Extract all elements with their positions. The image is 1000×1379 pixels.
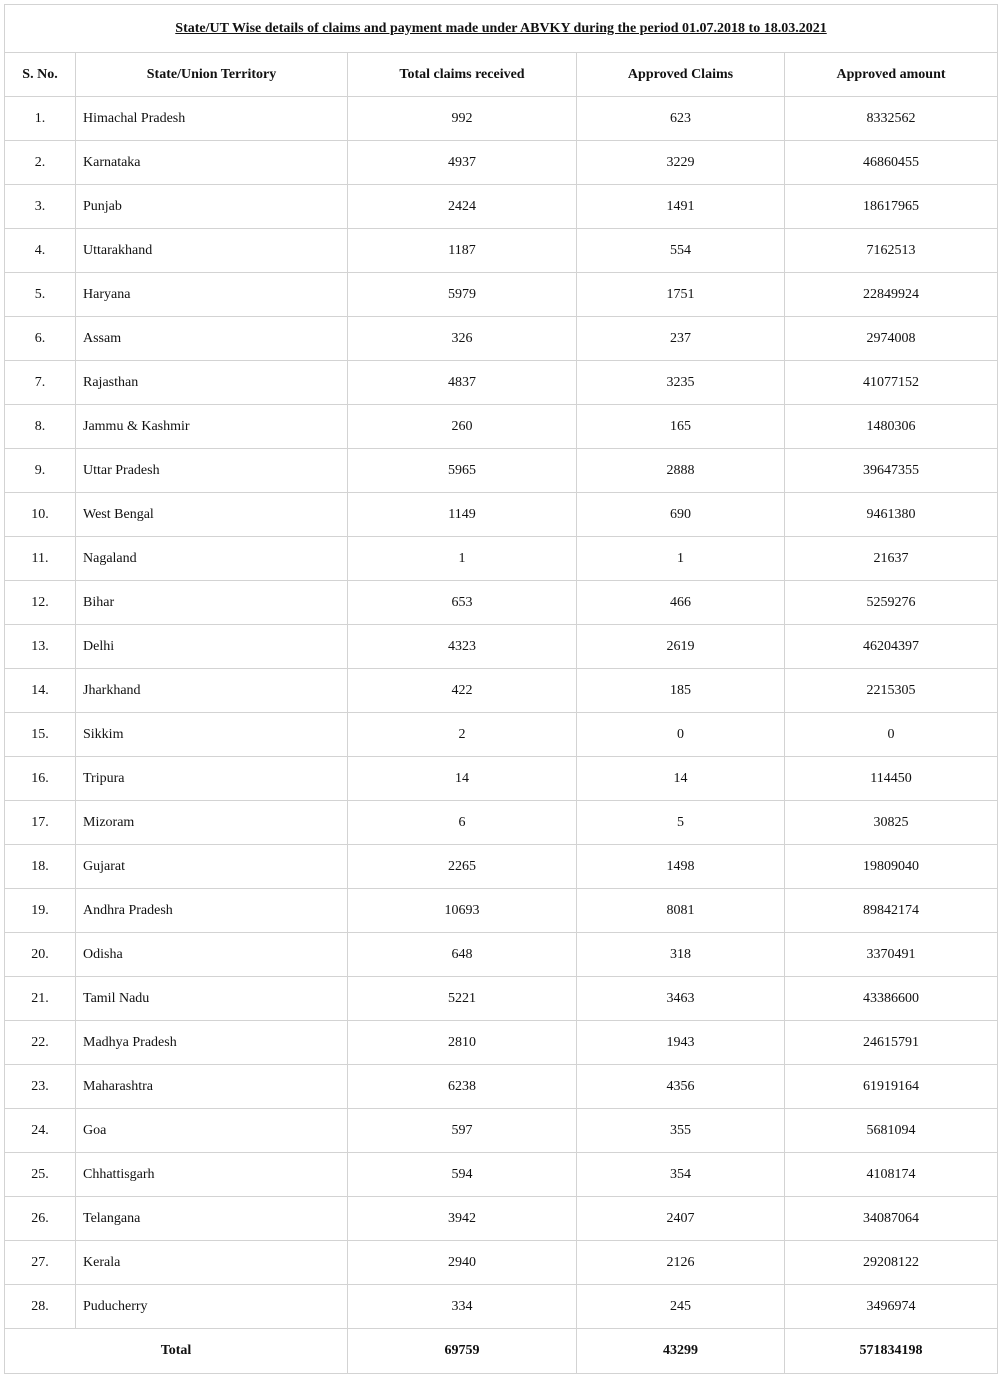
cell-approved-amount: 61919164 — [785, 1065, 998, 1109]
cell-approved-claims: 4356 — [577, 1065, 785, 1109]
cell-total-claims: 4323 — [348, 625, 577, 669]
cell-approved-amount: 43386600 — [785, 977, 998, 1021]
table-row — [5, 845, 998, 889]
cell-sno: 18. — [5, 845, 76, 889]
cell-approved-claims: 3235 — [577, 361, 785, 405]
cell-sno: 19. — [5, 889, 76, 933]
header-sno: S. No. — [5, 53, 76, 97]
cell-approved-amount: 89842174 — [785, 889, 998, 933]
cell-total-claims: 10693 — [348, 889, 577, 933]
cell-approved-amount: 5681094 — [785, 1109, 998, 1153]
table-row — [5, 537, 998, 581]
cell-sno: 27. — [5, 1241, 76, 1285]
table-row — [5, 317, 998, 361]
cell-approved-claims: 318 — [577, 933, 785, 977]
cell-approved-claims: 2888 — [577, 449, 785, 493]
cell-total-claims: 2424 — [348, 185, 577, 229]
cell-approved-amount: 34087064 — [785, 1197, 998, 1241]
cell-approved-amount: 46860455 — [785, 141, 998, 185]
cell-state: Punjab — [76, 185, 348, 229]
cell-approved-amount: 19809040 — [785, 845, 998, 889]
table-row — [5, 1197, 998, 1241]
table-row — [5, 933, 998, 977]
cell-approved-claims: 14 — [577, 757, 785, 801]
cell-state: Tripura — [76, 757, 348, 801]
table-row — [5, 1065, 998, 1109]
cell-total-claims: 653 — [348, 581, 577, 625]
cell-state: Gujarat — [76, 845, 348, 889]
table-row — [5, 1153, 998, 1197]
table-row — [5, 361, 998, 405]
header-approved-amount: Approved amount — [785, 53, 998, 97]
cell-total-claims: 2265 — [348, 845, 577, 889]
title-row — [5, 5, 998, 53]
cell-state: Madhya Pradesh — [76, 1021, 348, 1065]
table-row — [5, 1285, 998, 1329]
cell-state: Jammu & Kashmir — [76, 405, 348, 449]
cell-state: Odisha — [76, 933, 348, 977]
cell-total-claims: 4837 — [348, 361, 577, 405]
cell-state: Puducherry — [76, 1285, 348, 1329]
table-row — [5, 713, 998, 757]
table-row — [5, 801, 998, 845]
cell-approved-amount: 0 — [785, 713, 998, 757]
cell-state: Uttar Pradesh — [76, 449, 348, 493]
cell-approved-claims: 245 — [577, 1285, 785, 1329]
cell-approved-amount: 18617965 — [785, 185, 998, 229]
table-row — [5, 669, 998, 713]
cell-approved-amount: 29208122 — [785, 1241, 998, 1285]
cell-sno: 4. — [5, 229, 76, 273]
cell-sno: 5. — [5, 273, 76, 317]
cell-approved-amount: 114450 — [785, 757, 998, 801]
cell-sno: 17. — [5, 801, 76, 845]
cell-approved-claims: 623 — [577, 97, 785, 141]
document — [4, 4, 997, 1374]
cell-sno: 3. — [5, 185, 76, 229]
cell-state: Karnataka — [76, 141, 348, 185]
cell-sno: 11. — [5, 537, 76, 581]
cell-sno: 24. — [5, 1109, 76, 1153]
cell-approved-claims: 3463 — [577, 977, 785, 1021]
cell-sno: 8. — [5, 405, 76, 449]
cell-approved-amount: 5259276 — [785, 581, 998, 625]
cell-approved-claims: 237 — [577, 317, 785, 361]
cell-approved-claims: 0 — [577, 713, 785, 757]
cell-state: Goa — [76, 1109, 348, 1153]
cell-approved-claims: 8081 — [577, 889, 785, 933]
cell-total-claims: 594 — [348, 1153, 577, 1197]
cell-approved-amount: 24615791 — [785, 1021, 998, 1065]
cell-approved-claims: 2619 — [577, 625, 785, 669]
cell-approved-amount: 8332562 — [785, 97, 998, 141]
cell-total-claims: 6238 — [348, 1065, 577, 1109]
cell-sno: 16. — [5, 757, 76, 801]
table-row — [5, 1109, 998, 1153]
cell-state: Haryana — [76, 273, 348, 317]
cell-approved-claims: 690 — [577, 493, 785, 537]
header-approved-claims: Approved Claims — [577, 53, 785, 97]
cell-total-claims: 1187 — [348, 229, 577, 273]
cell-approved-amount: 3496974 — [785, 1285, 998, 1329]
cell-approved-amount: 9461380 — [785, 493, 998, 537]
cell-state: Nagaland — [76, 537, 348, 581]
cell-approved-claims: 1491 — [577, 185, 785, 229]
cell-state: Telangana — [76, 1197, 348, 1241]
cell-state: Assam — [76, 317, 348, 361]
table-row — [5, 581, 998, 625]
cell-state: Kerala — [76, 1241, 348, 1285]
cell-state: Jharkhand — [76, 669, 348, 713]
cell-total-claims: 648 — [348, 933, 577, 977]
cell-sno: 23. — [5, 1065, 76, 1109]
cell-approved-amount: 2215305 — [785, 669, 998, 713]
approved-claims-sum: 43299 — [577, 1329, 785, 1374]
cell-total-claims: 5965 — [348, 449, 577, 493]
table-row — [5, 141, 998, 185]
cell-approved-claims: 1751 — [577, 273, 785, 317]
table-body — [5, 97, 998, 1329]
cell-total-claims: 5979 — [348, 273, 577, 317]
cell-total-claims: 422 — [348, 669, 577, 713]
claims-table — [4, 4, 998, 1374]
cell-approved-amount: 39647355 — [785, 449, 998, 493]
cell-approved-claims: 554 — [577, 229, 785, 273]
cell-total-claims: 14 — [348, 757, 577, 801]
cell-sno: 28. — [5, 1285, 76, 1329]
cell-approved-amount: 3370491 — [785, 933, 998, 977]
cell-sno: 7. — [5, 361, 76, 405]
cell-state: Rajasthan — [76, 361, 348, 405]
cell-approved-amount: 2974008 — [785, 317, 998, 361]
cell-state: Bihar — [76, 581, 348, 625]
cell-state: Delhi — [76, 625, 348, 669]
cell-sno: 15. — [5, 713, 76, 757]
cell-state: West Bengal — [76, 493, 348, 537]
cell-approved-claims: 1 — [577, 537, 785, 581]
header-state: State/Union Territory — [76, 53, 348, 97]
cell-state: Mizoram — [76, 801, 348, 845]
cell-approved-amount: 4108174 — [785, 1153, 998, 1197]
table-row — [5, 273, 998, 317]
cell-approved-amount: 21637 — [785, 537, 998, 581]
table-row — [5, 1241, 998, 1285]
cell-sno: 22. — [5, 1021, 76, 1065]
cell-approved-claims: 466 — [577, 581, 785, 625]
cell-sno: 6. — [5, 317, 76, 361]
cell-total-claims: 2810 — [348, 1021, 577, 1065]
cell-approved-claims: 2126 — [577, 1241, 785, 1285]
cell-approved-claims: 354 — [577, 1153, 785, 1197]
cell-sno: 2. — [5, 141, 76, 185]
cell-sno: 21. — [5, 977, 76, 1021]
cell-total-claims: 2940 — [348, 1241, 577, 1285]
cell-approved-claims: 3229 — [577, 141, 785, 185]
cell-total-claims: 5221 — [348, 977, 577, 1021]
cell-approved-claims: 355 — [577, 1109, 785, 1153]
cell-total-claims: 334 — [348, 1285, 577, 1329]
table-row — [5, 889, 998, 933]
table-row — [5, 185, 998, 229]
table-title: State/UT Wise details of claims and payment made under ABVKY during the period 01.07.2018 to 18.03.2021 — [5, 5, 998, 53]
header-row — [5, 53, 998, 97]
cell-sno: 25. — [5, 1153, 76, 1197]
total-row — [5, 1329, 998, 1374]
cell-total-claims: 326 — [348, 317, 577, 361]
cell-approved-claims: 165 — [577, 405, 785, 449]
table-row — [5, 493, 998, 537]
cell-total-claims: 597 — [348, 1109, 577, 1153]
cell-state: Tamil Nadu — [76, 977, 348, 1021]
cell-sno: 13. — [5, 625, 76, 669]
cell-total-claims: 2 — [348, 713, 577, 757]
cell-total-claims: 260 — [348, 405, 577, 449]
cell-approved-amount: 41077152 — [785, 361, 998, 405]
cell-approved-claims: 185 — [577, 669, 785, 713]
cell-sno: 9. — [5, 449, 76, 493]
cell-total-claims: 1149 — [348, 493, 577, 537]
cell-approved-claims: 1943 — [577, 1021, 785, 1065]
total-label: Total — [5, 1329, 348, 1374]
cell-sno: 20. — [5, 933, 76, 977]
cell-approved-amount: 46204397 — [785, 625, 998, 669]
table-row — [5, 229, 998, 273]
table-row — [5, 977, 998, 1021]
cell-approved-amount: 22849924 — [785, 273, 998, 317]
cell-approved-amount: 30825 — [785, 801, 998, 845]
cell-sno: 1. — [5, 97, 76, 141]
cell-sno: 14. — [5, 669, 76, 713]
cell-total-claims: 3942 — [348, 1197, 577, 1241]
cell-approved-claims: 1498 — [577, 845, 785, 889]
table-row — [5, 757, 998, 801]
table-row — [5, 449, 998, 493]
cell-state: Himachal Pradesh — [76, 97, 348, 141]
table-row — [5, 1021, 998, 1065]
cell-state: Sikkim — [76, 713, 348, 757]
cell-approved-amount: 7162513 — [785, 229, 998, 273]
cell-total-claims: 1 — [348, 537, 577, 581]
cell-state: Chhattisgarh — [76, 1153, 348, 1197]
cell-approved-claims: 2407 — [577, 1197, 785, 1241]
cell-state: Andhra Pradesh — [76, 889, 348, 933]
table-row — [5, 405, 998, 449]
cell-total-claims: 6 — [348, 801, 577, 845]
cell-state: Uttarakhand — [76, 229, 348, 273]
cell-sno: 12. — [5, 581, 76, 625]
cell-sno: 10. — [5, 493, 76, 537]
table-row — [5, 625, 998, 669]
header-total-claims: Total claims received — [348, 53, 577, 97]
table-row — [5, 97, 998, 141]
total-claims-sum: 69759 — [348, 1329, 577, 1374]
cell-sno: 26. — [5, 1197, 76, 1241]
cell-total-claims: 992 — [348, 97, 577, 141]
cell-total-claims: 4937 — [348, 141, 577, 185]
approved-amount-sum: 571834198 — [785, 1329, 998, 1374]
cell-approved-amount: 1480306 — [785, 405, 998, 449]
cell-state: Maharashtra — [76, 1065, 348, 1109]
cell-approved-claims: 5 — [577, 801, 785, 845]
